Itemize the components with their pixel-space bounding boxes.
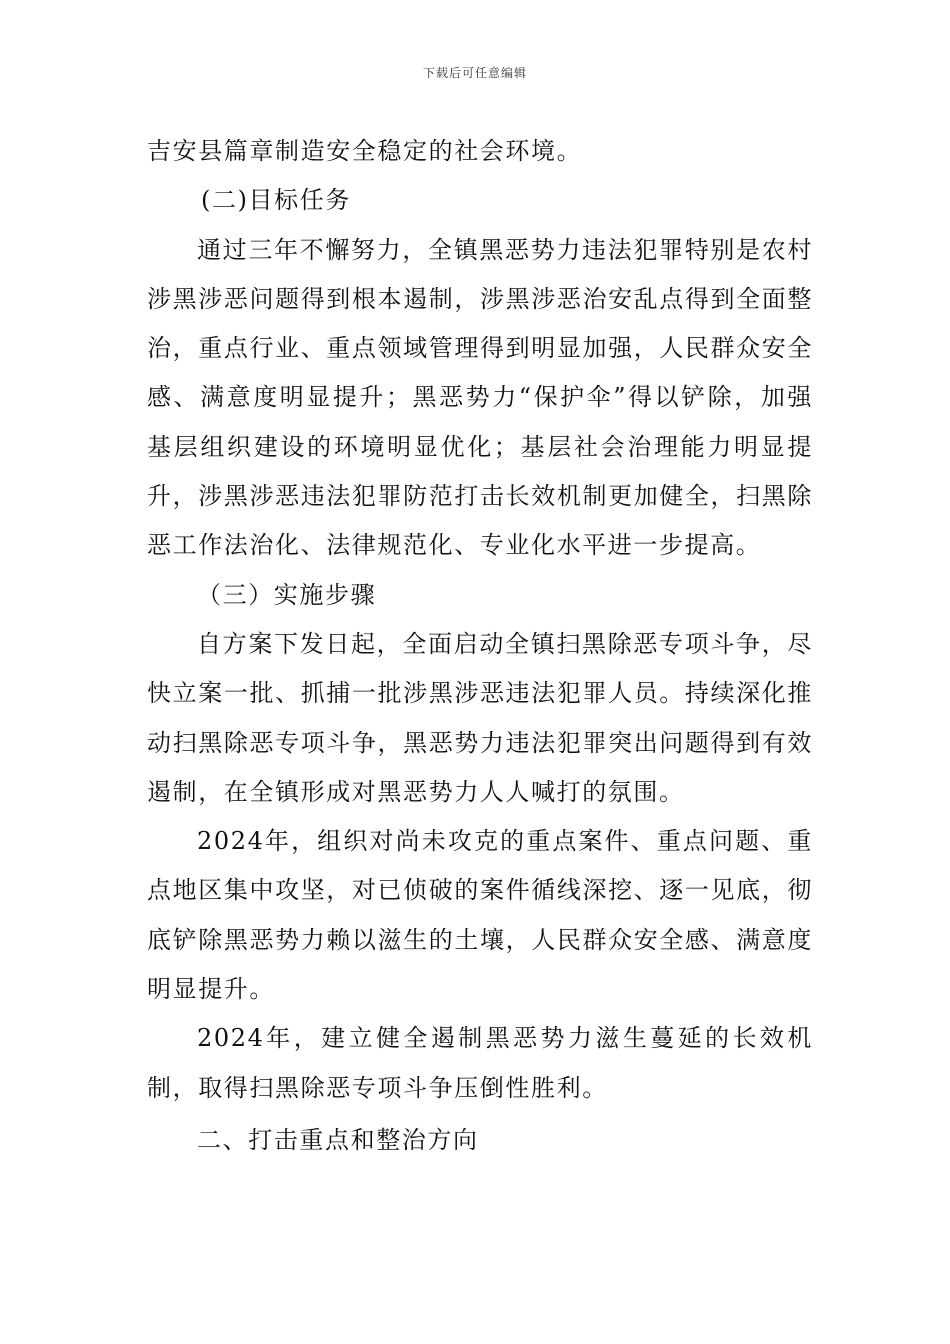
paragraph-goals: 通过三年不懈努力，全镇黑恶势力违法犯罪特别是农村涉黑涉恶问题得到根本遏制，涉黑涉恶治安乱点得到全面整治，重点行业、重点领域管理得到明显加强，人民群众安全感、满意度明显提升；黑恶势力“保护伞”得以铲除，加强基层组织建设的环境明显优化；基层社会治理能力明显提升，涉黑涉恶违法犯罪防范打击长效机制更加健全，扫黑除恶工作法治化、法律规范化、专业化水平进一步提高。 xyxy=(147,235,813,560)
paragraph-steps-2024-a: 2024年，组织对尚未攻克的重点案件、重点问题、重点地区集中攻坚，对已侦破的案件循线深挖、逐一见底，彻底铲除黑恶势力赖以滋生的土壤，人民群众安全感、满意度明显提升。 xyxy=(147,827,813,1004)
paragraph-steps-start: 自方案下发日起，全面启动全镇扫黑除恶专项斗争，尽快立案一批、抓捕一批涉黑涉恶违法犯罪人员。持续深化推动扫黑除恶专项斗争，黑恶势力违法犯罪突出问题得到有效遏制，在全镇形成对黑恶势力人人喊打的氛围。 xyxy=(147,629,813,806)
paragraph-steps-2024-b: 2024年，建立健全遏制黑恶势力滋生蔓延的长效机制，取得扫黑除恶专项斗争压倒性胜利。 xyxy=(147,1024,813,1102)
section-heading-focus: 二、打击重点和整治方向 xyxy=(197,1125,479,1154)
section-heading-steps: （三）实施步骤 xyxy=(197,580,377,609)
section-heading-goals: (二)目标任务 xyxy=(201,186,351,215)
page-header: 下载后可任意编辑 xyxy=(422,66,527,80)
paragraph-continuation: 吉安县篇章制造安全稳定的社会环境。 xyxy=(147,137,583,165)
document-body xyxy=(147,127,813,1165)
